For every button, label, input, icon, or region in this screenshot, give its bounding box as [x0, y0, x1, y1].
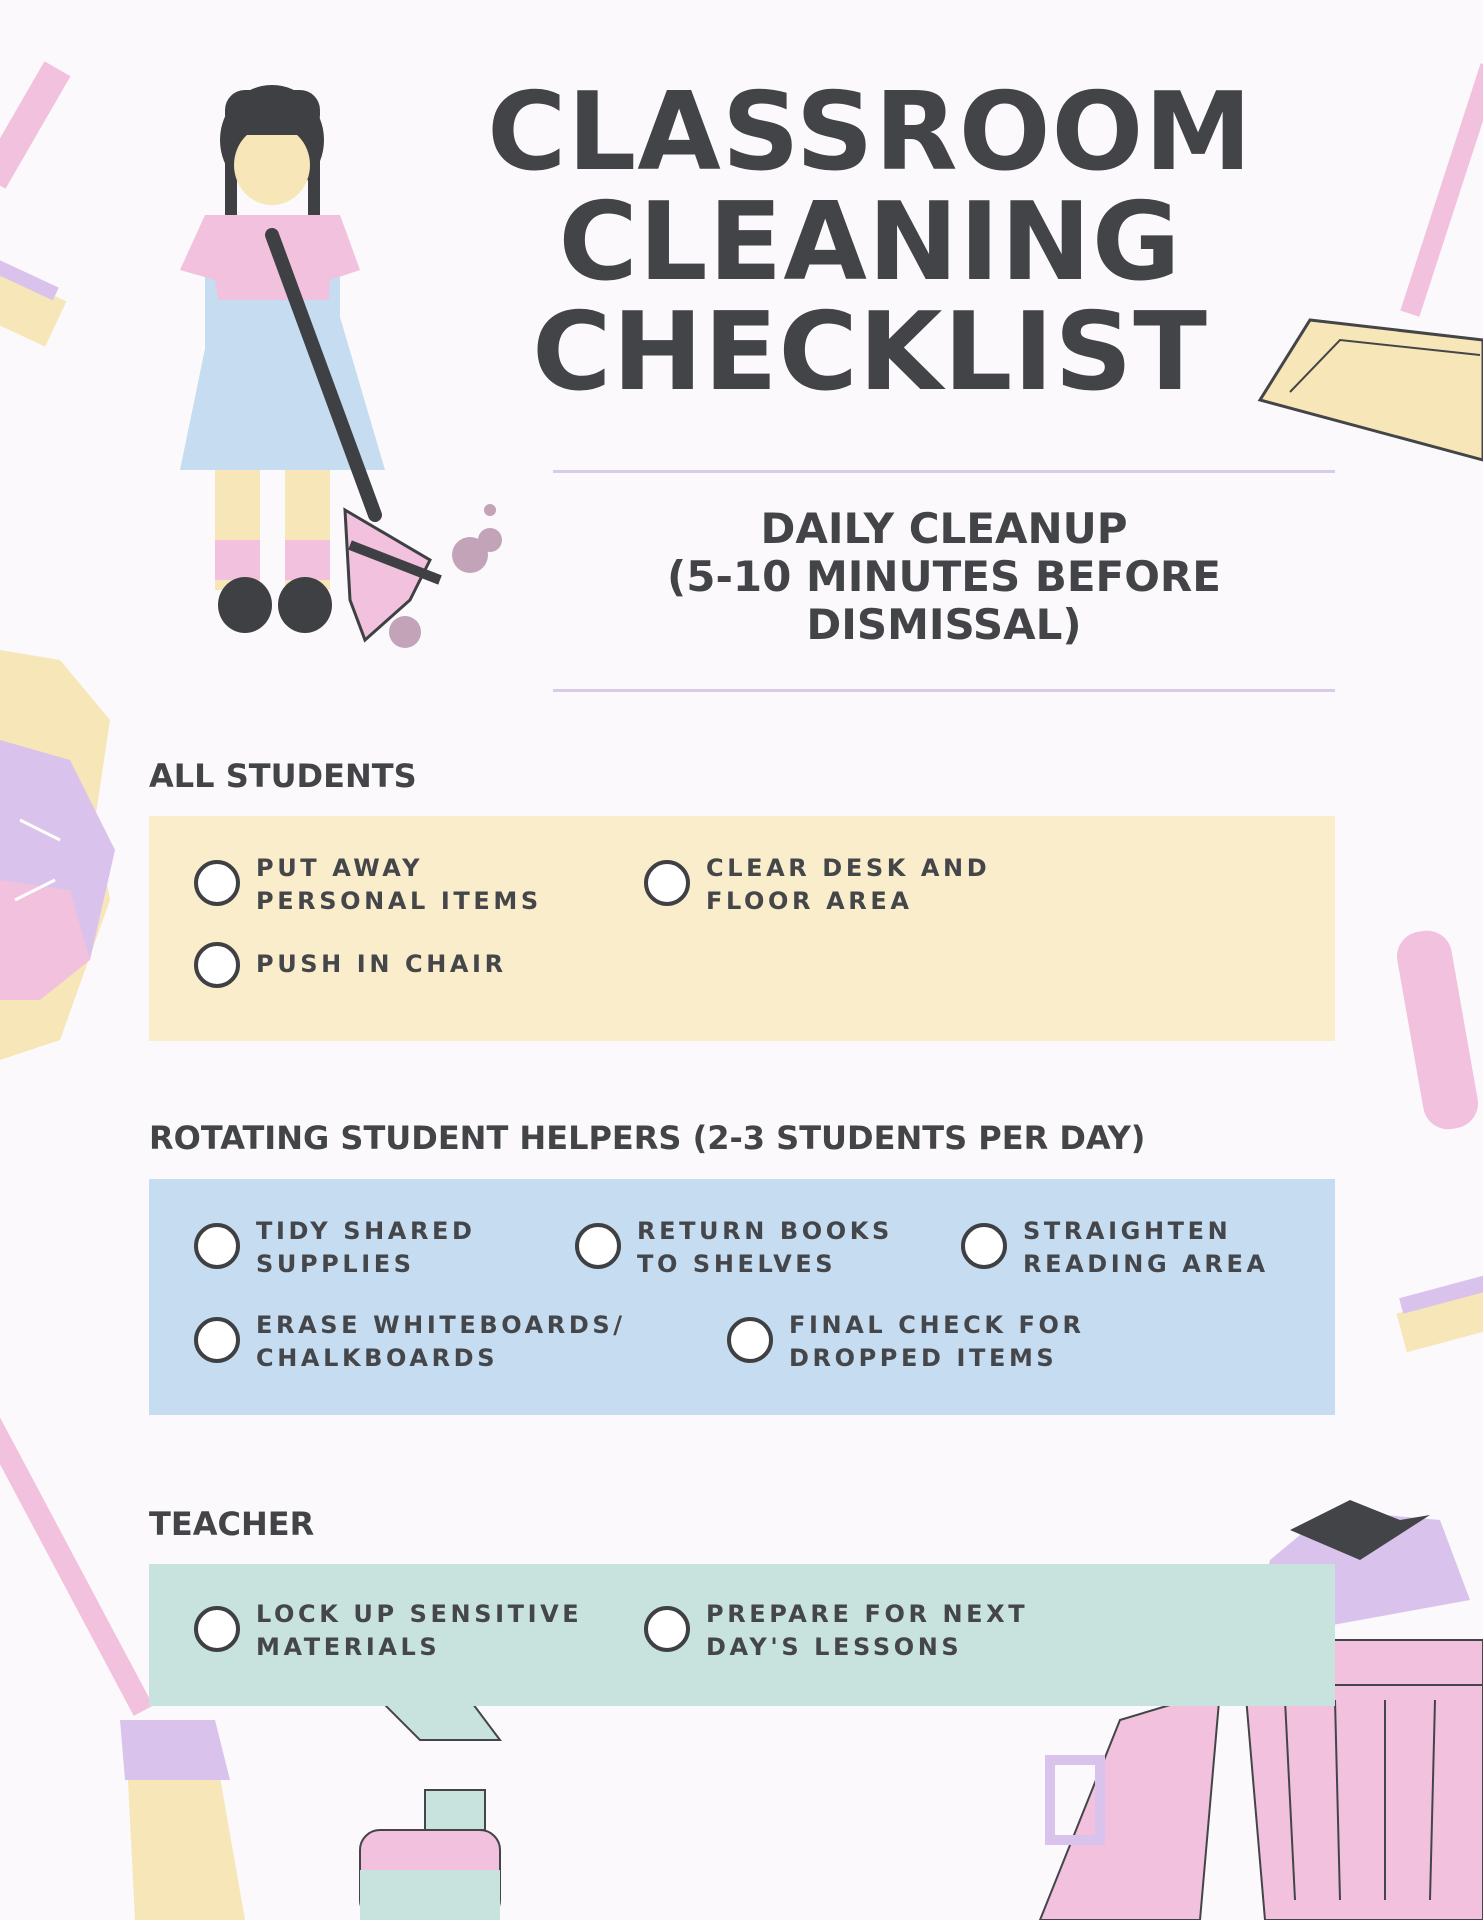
title-line: CLASSROOM [487, 70, 1253, 195]
page-title [440, 70, 1300, 415]
checklist-item-label: ERASE WHITEBOARDS/ CHALKBOARDS [256, 1311, 626, 1372]
checklist-item[interactable] [644, 1598, 1028, 1664]
checklist-item-label: PREPARE FOR NEXT DAY'S LESSONS [706, 1600, 1029, 1661]
feather-duster-icon [0, 650, 115, 1060]
spray-bottle-icon [360, 1700, 500, 1920]
checkbox-circle-icon[interactable] [727, 1317, 773, 1363]
checkbox-circle-icon[interactable] [194, 1317, 240, 1363]
checklist-item[interactable] [575, 1215, 893, 1281]
trash-can-icon [1233, 1500, 1483, 1920]
divider-top [553, 470, 1335, 473]
checklist-item[interactable] [727, 1309, 1085, 1375]
checklist-item-label: PUSH IN CHAIR [256, 950, 507, 978]
title-line: CHECKLIST [532, 290, 1208, 415]
checkbox-circle-icon[interactable] [575, 1223, 621, 1269]
bucket-icon [1040, 1690, 1220, 1920]
checklist-item[interactable] [194, 934, 507, 988]
checkbox-circle-icon[interactable] [194, 1606, 240, 1652]
checklist-item-label: TIDY SHARED SUPPLIES [256, 1217, 476, 1278]
checklist-item[interactable] [961, 1215, 1269, 1281]
checkbox-circle-icon[interactable] [961, 1223, 1007, 1269]
panel-teacher [149, 1564, 1335, 1706]
checklist-item[interactable] [194, 1598, 582, 1664]
title-line: CLEANING [558, 180, 1182, 305]
divider-bottom [553, 689, 1335, 692]
checklist-item-label: RETURN BOOKS TO SHELVES [637, 1217, 893, 1278]
section-title-all-students: ALL STUDENTS [149, 757, 417, 795]
subtitle-line: DAILY CLEANUP [760, 504, 1128, 553]
checkbox-circle-icon[interactable] [194, 942, 240, 988]
checklist-item[interactable] [194, 1215, 476, 1281]
broom-icon [0, 61, 70, 346]
checklist-item-label: PUT AWAY PERSONAL ITEMS [256, 854, 542, 915]
section-title-student-helpers: ROTATING STUDENT HELPERS (2-3 STUDENTS PER DAY) [149, 1119, 1146, 1157]
checklist-item[interactable] [644, 852, 990, 918]
checklist-item-label: LOCK UP SENSITIVE MATERIALS [256, 1600, 583, 1661]
checklist-item-label: FINAL CHECK FOR DROPPED ITEMS [789, 1311, 1085, 1372]
checklist-item[interactable] [194, 1309, 626, 1375]
checklist-item-label: CLEAR DESK AND FLOOR AREA [706, 854, 991, 915]
checkbox-circle-icon[interactable] [644, 860, 690, 906]
checkbox-circle-icon[interactable] [194, 860, 240, 906]
section-title-teacher: TEACHER [149, 1505, 315, 1543]
checkbox-circle-icon[interactable] [644, 1606, 690, 1652]
panel-all-students [149, 816, 1335, 1041]
checkbox-circle-icon[interactable] [194, 1223, 240, 1269]
checklist-item-label: STRAIGHTEN READING AREA [1023, 1217, 1269, 1278]
panel-student-helpers [149, 1179, 1335, 1415]
subtitle-line: DISMISSAL) [806, 600, 1082, 649]
checklist-item[interactable] [194, 852, 542, 918]
subtitle [553, 505, 1335, 649]
brush-icon [1393, 927, 1483, 1353]
subtitle-line: (5-10 MINUTES BEFORE [667, 552, 1221, 601]
